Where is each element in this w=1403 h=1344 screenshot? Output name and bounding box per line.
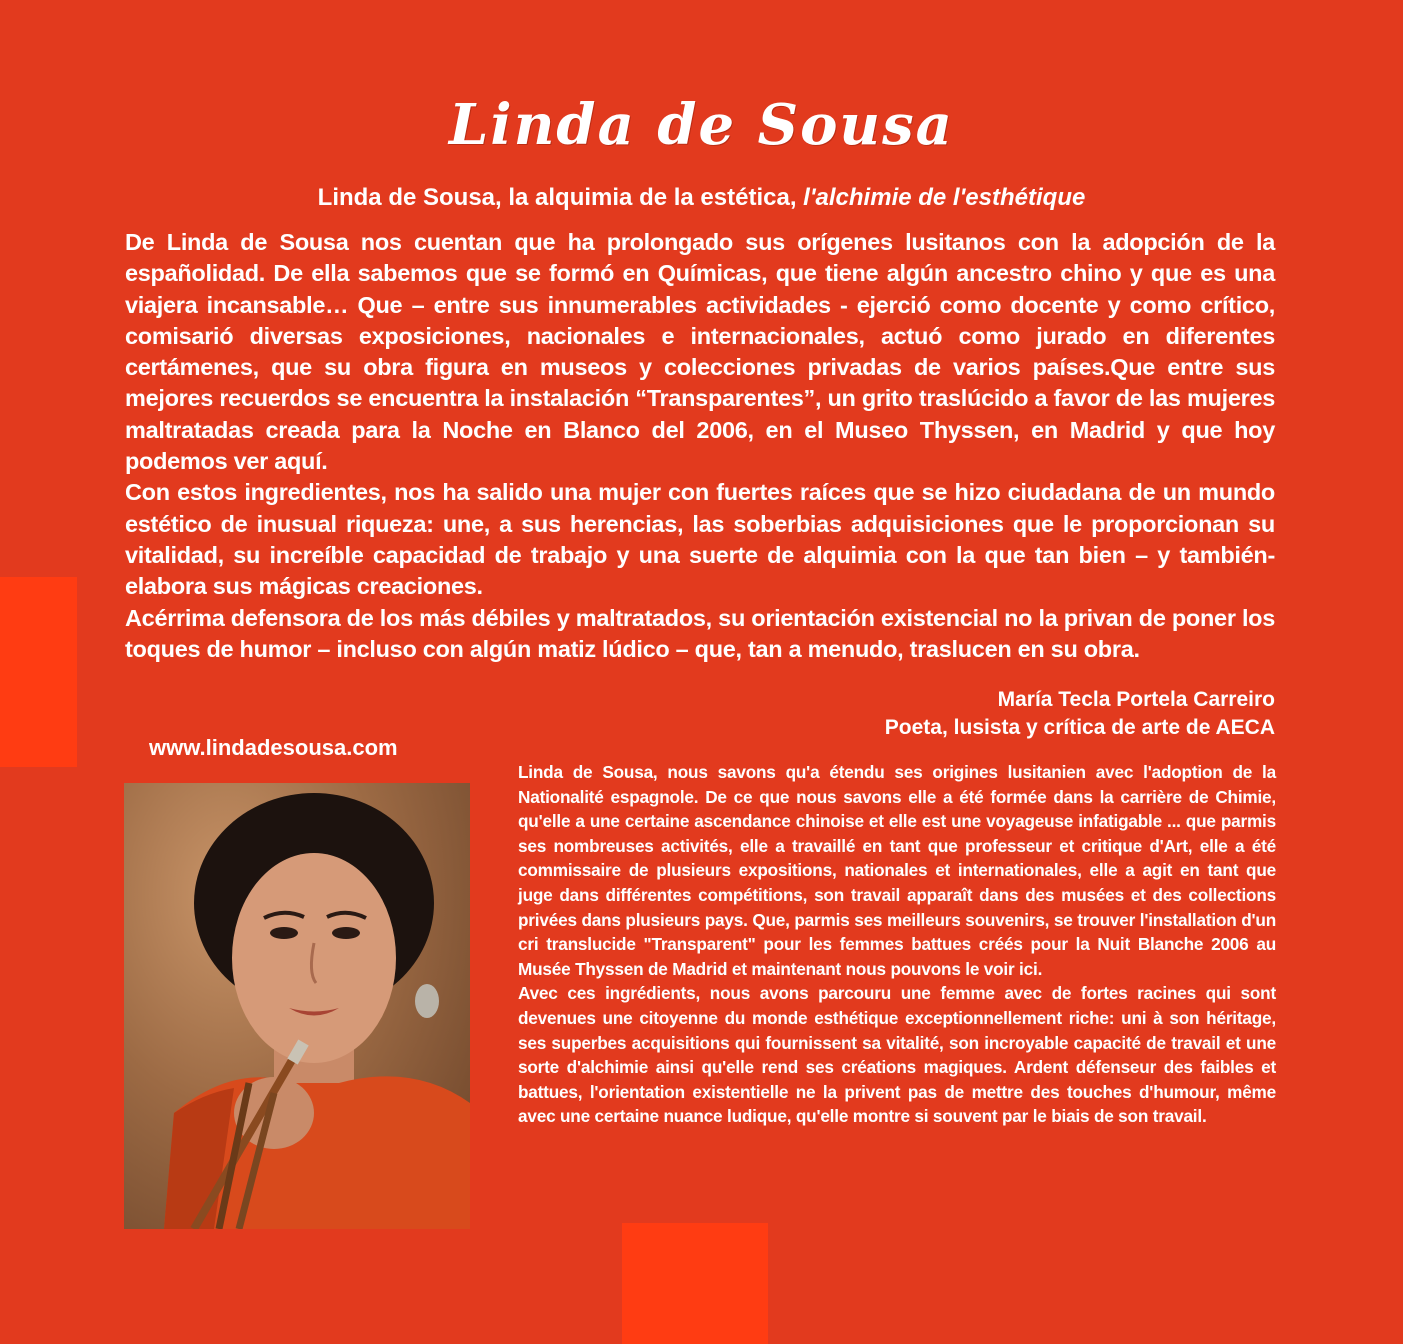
french-paragraph: Avec ces ingrédients, nous avons parcouru une femme avec de fortes racines qui sont devenues une citoyenne du monde esthétique exceptionnellement riche: uni à son héritage, ses superbes acquisitions qui fournissent sa vitalité, son incroyable capacité de travail et une sorte d'alchimie ainsi qu'elle rend ses créations magiques. Ardent défenseur des faibles et battues, l'orientation existentielle ne la privent pas de mettre des touches d'humour, même avec une certaine nuance ludique, qu'elle montre si souvent par le biais de son travail. xyxy=(518,983,1276,1127)
decorative-block-left xyxy=(0,577,77,767)
signature xyxy=(885,686,1275,742)
portrait-illustration xyxy=(124,783,470,1229)
decorative-block-bottom xyxy=(622,1223,768,1344)
page-title: Linda de Sousa xyxy=(449,92,954,158)
artist-portrait xyxy=(124,783,470,1229)
french-paragraph: Linda de Sousa, nous savons qu'a étendu ses origines lusitanien avec l'adoption de la Nationalité espagnole. De ce que nous savons elle a été formée dans la carrière de Chimie, qu'elle a une certaine ascendance chinoise et elle est une voyageuse infatigable ... que parmis ses nombreuses activités, elle a travaillé en tant que professeur et critique d'Art, elle a été commissaire de plusieurs expositions, nationales et internationales, elle a agit en tant que juge dans différentes compétitions, son travail apparaît dans des musées et des collections privées dans plusieurs pays. Que, parmis ses meilleurs souvenirs, se trouver l'installation d'un cri translucide "Transparent" pour les femmes battues créés pour la Nuit Blanche 2006 au Musée Thyssen de Madrid et maintenant nous pouvons le voir ici. xyxy=(518,762,1276,979)
spanish-paragraph: De Linda de Sousa nos cuentan que ha prolongado sus orígenes lusitanos con la adopción de la españolidad. De ella sabemos que se formó en Químicas, que tiene algún ancestro chino y que es una viajera incansable… Que – entre sus innumerables actividades - ejerció como docente y como crítico, comisarió diversas exposiciones, nacionales e internacionales, actuó como jurado en diferentes certámenes, que su obra figura en museos y colecciones privadas de varios países.Que entre sus mejores recuerdos se encuentra la instalación “Transparentes”, un grito traslúcido a favor de las mujeres maltratadas creada para la Noche en Blanco del 2006, en el Museo Thyssen, en Madrid y que hoy podemos ver aquí. xyxy=(125,229,1275,475)
spanish-biography xyxy=(125,227,1275,665)
spanish-paragraph: Con estos ingredientes, nos ha salido una mujer con fuertes raíces que se hizo ciudadana de un mundo estético de inusual riqueza: une, a sus herencias, las soberbias adquisiciones que le proporcionan su vitalidad, su increíble capacidad de trabajo y una suerte de alquimia con la que tan bien – y también- elabora sus mágicas creaciones. xyxy=(125,479,1275,600)
subtitle-spanish: Linda de Sousa, la alquimia de la estética, xyxy=(317,184,804,211)
spanish-paragraph: Acérrima defensora de los más débiles y maltratados, su orientación existencial no la privan de poner los toques de humor – incluso con algún matiz lúdico – que, tan a menudo, traslucen en su obra. xyxy=(125,604,1275,662)
french-biography xyxy=(518,760,1276,1129)
subtitle xyxy=(0,184,1403,212)
signature-role: Poeta, lusista y crítica de arte de AECA xyxy=(884,716,1275,739)
website-link[interactable]: www.lindadesousa.com xyxy=(149,735,398,760)
signature-name: María Tecla Portela Carreiro xyxy=(997,688,1275,711)
subtitle-french: l'alchimie de l'esthétique xyxy=(803,184,1086,211)
